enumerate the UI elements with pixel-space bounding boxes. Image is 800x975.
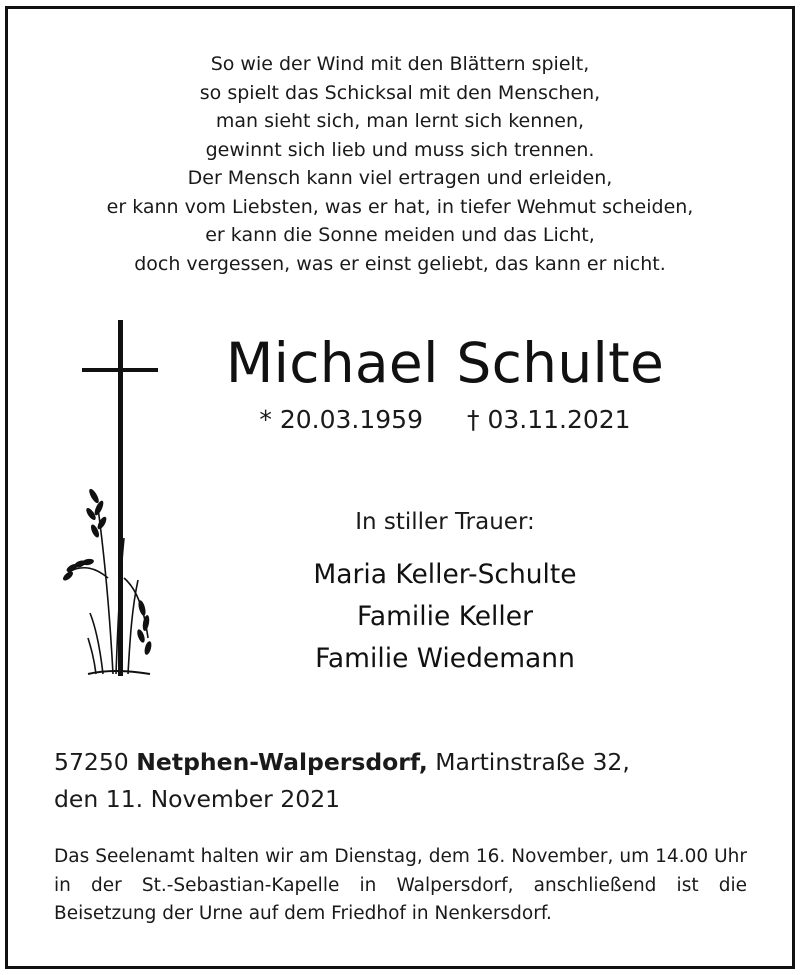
birth-date: * 20.03.1959 xyxy=(259,405,423,434)
mourners-list xyxy=(0,554,800,680)
poem-line: so spielt das Schicksal mit den Menschen, xyxy=(199,81,601,104)
street: Martinstraße 32, xyxy=(435,748,630,776)
mourner: Familie Wiedemann xyxy=(315,643,575,674)
poem-line: gewinnt sich lieb und muss sich trennen. xyxy=(205,138,595,161)
deceased-name: Michael Schulte xyxy=(225,331,665,395)
funeral-notice: Das Seelenamt halten wir am Dienstag, dem 16. November, um 14.00 Uhr in der St.-Sebastian-Kapelle in Walpersdorf, anschließend ist die Beisetzung der Urne auf dem Friedhof in Nenkersdorf. xyxy=(54,846,747,924)
address-line xyxy=(54,744,754,781)
poem-line: man sieht sich, man lernt sich kennen, xyxy=(215,110,585,132)
death-date: † 03.11.2021 xyxy=(467,405,631,434)
poem xyxy=(0,50,800,278)
poem-line: doch vergessen, was er einst geliebt, das kann er nicht. xyxy=(134,252,666,275)
poem-line: er kann die Sonne meiden und das Licht, xyxy=(205,224,595,246)
mourning-intro: In stiller Trauer: xyxy=(355,509,535,535)
life-dates xyxy=(0,401,800,439)
address-block xyxy=(54,744,754,818)
city: Netphen-Walpersdorf, xyxy=(136,748,428,776)
poem-line: Der Mensch kann viel ertragen und erleiden, xyxy=(187,167,613,189)
mourner: Familie Keller xyxy=(357,601,533,632)
mourner: Maria Keller-Schulte xyxy=(313,559,577,590)
poem-line: er kann vom Liebsten, was er hat, in tiefer Wehmut scheiden, xyxy=(106,195,694,218)
poem-line: So wie der Wind mit den Blättern spielt, xyxy=(210,53,590,75)
postal-code: 57250 xyxy=(54,748,129,776)
date-line: den 11. November 2021 xyxy=(54,785,341,813)
